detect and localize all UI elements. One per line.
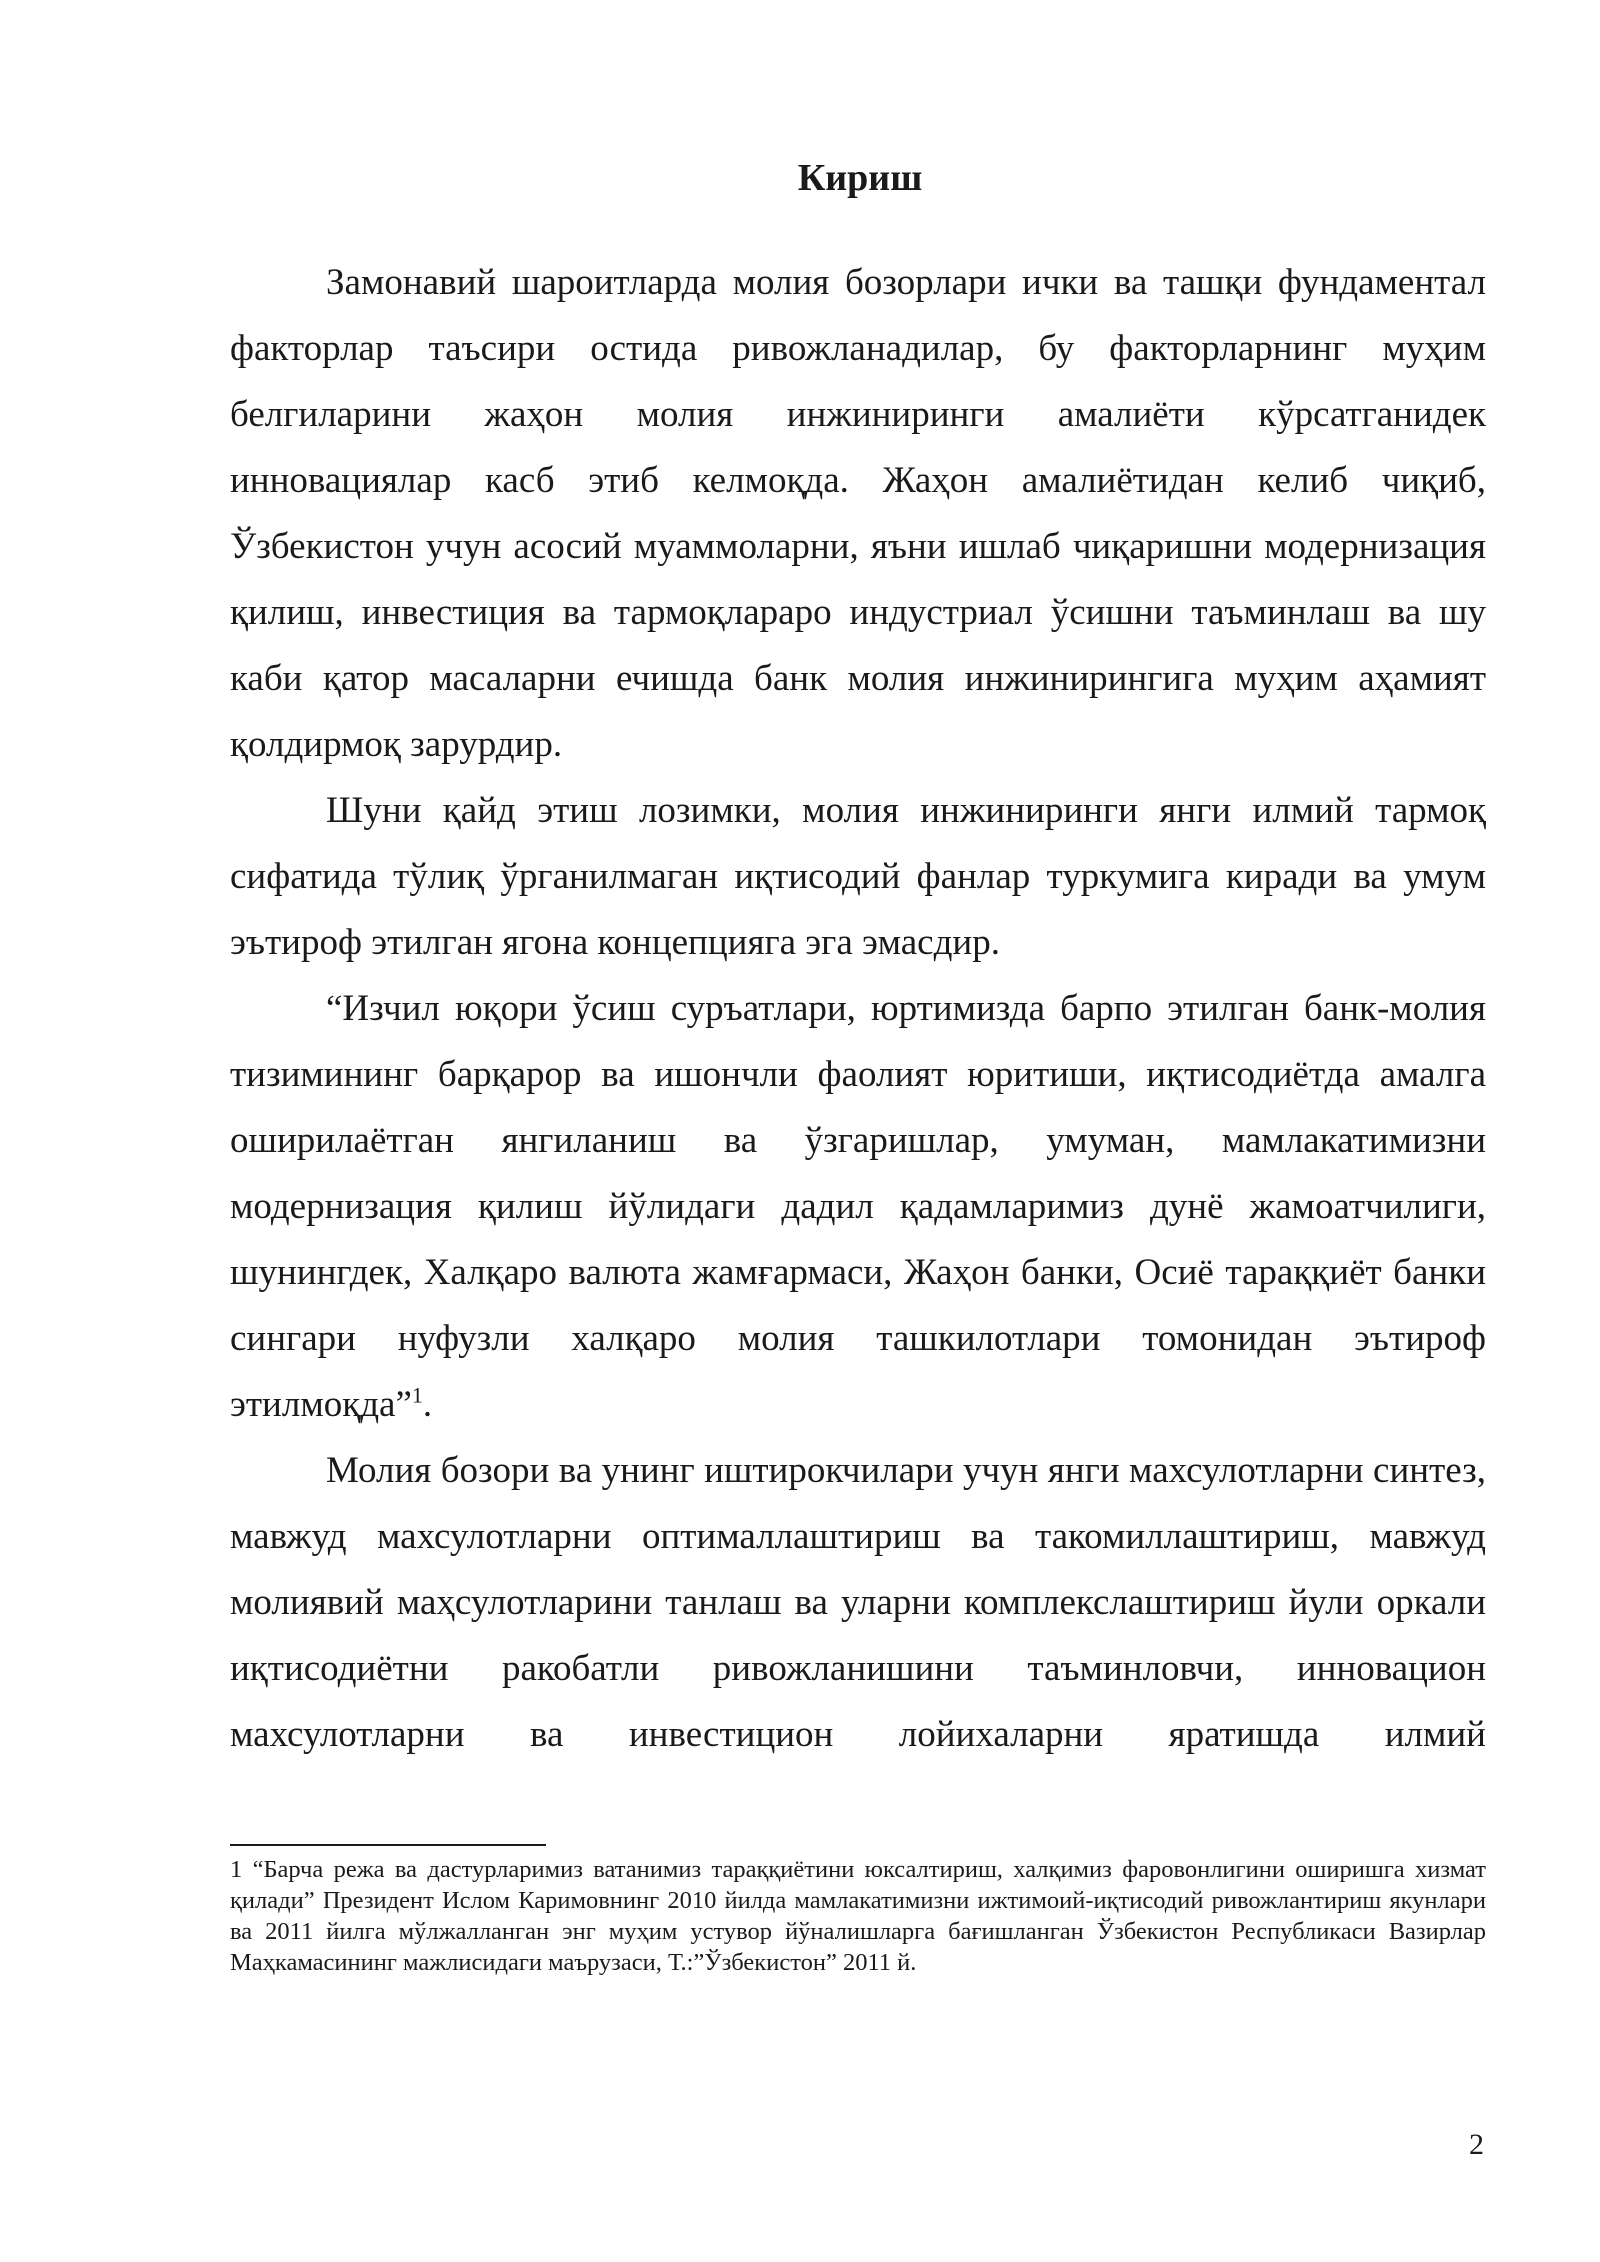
body-text — [230, 250, 1486, 1768]
paragraph-4: Молия бозори ва унинг иштирокчилари учун янги махсулотларни синтез, мавжуд махсулотларни оптималлаштириш ва такомиллаштириш, мавжуд молиявий маҳсулотларини танлаш ва уларни комплекслаштириш йули оркали иқтисодиётни ракобатли ривожланишини таъминловчи, инновацион махсулотларни ва инвестицион лойихаларни яратишда илмий — [230, 1450, 1486, 1755]
footnote-separator — [230, 1844, 546, 1846]
page-number: 2 — [1469, 2128, 1484, 2161]
quote-period: . — [422, 1384, 433, 1425]
footnote-reference[interactable]: 1 — [411, 1382, 423, 1408]
paragraph-2: Шуни қайд этиш лозимки, молия инжиниринги янги илмий тармоқ сифатида тўлиқ ўрганилмаган иқтисодий фанлар туркумига киради ва умум эътироф этилган ягона концепцияга эга эмасдир. — [230, 790, 1486, 963]
page-title: Кириш — [797, 157, 923, 199]
quote-text: “Изчил юқори ўсиш суръатлари, юртимизда барпо этилган банк-молия тизимининг барқарор ва ишончли фаолият юритиши, иқтисодиётда амалга оширилаётган янгиланиш ва ўзгаришлар, умуман, мамлакатимизни модернизация қилиш йўлидаги дадил қадамларимиз дунё жамоатчилиги, шунингдек, Халқаро валюта жамғармаси, Жаҳон банки, Осиё тараққиёт банки сингари нуфузли халқаро молия ташкилотлари томонидан эътироф этилмоқда” — [230, 988, 1486, 1425]
footnote: 1 “Барча режа ва дастурларимиз ватанимиз тараққиётини юксалтириш, халқимиз фаровонлигини оширишга хизмат қилади” Президент Ислом Каримовнинг 2010 йилда мамлакатимизни ижтимоий-иқтисодий ривожлантириш якунлари ва 2011 йилга мўлжалланган энг муҳим устувор йўналишларга бағишланган Ўзбекистон Республикаси Вазирлар Маҳкамасининг мажлисидаги маърузаси, Т.:”Ўзбекистон” 2011 й. — [230, 1856, 1486, 1976]
paragraph-3 — [230, 976, 1486, 1438]
paragraph-1: Замонавий шароитларда молия бозорлари ички ва ташқи фундаментал факторлар таъсири остида ривожланадилар, бу факторларнинг муҳим белгиларини жаҳон молия инжиниринги амалиёти кўрсатганидек инновациялар касб этиб келмоқда. Жаҳон амалиётидан келиб чиқиб, Ўзбекистон учун асосий муаммоларни, яъни ишлаб чиқаришни модернизация қилиш, инвестиция ва тармоқлараро индустриал ўсишни таъминлаш ва шу каби қатор масаларни ечишда банк молия инжинирингига муҳим аҳамият қолдирмоқ зарурдир. — [230, 262, 1486, 765]
